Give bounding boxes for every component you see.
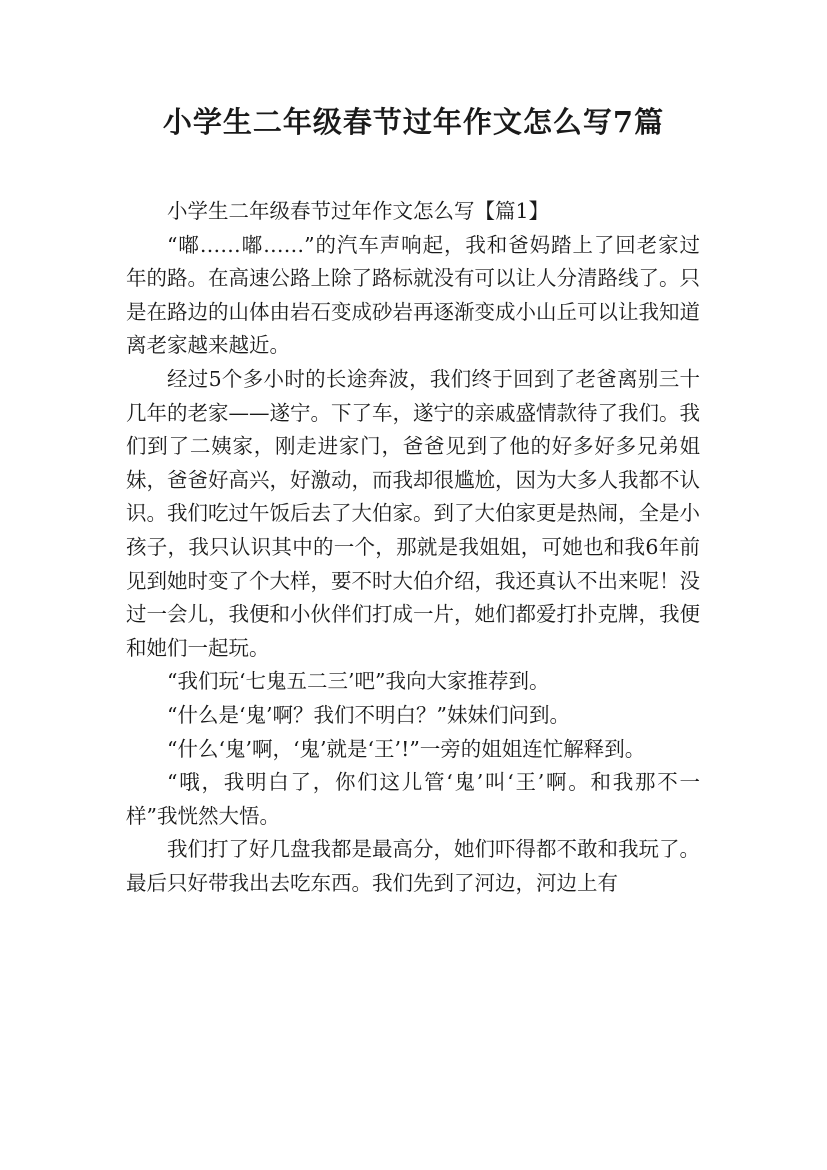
section-heading: 小学生二年级春节过年作文怎么写【篇1】: [167, 199, 550, 223]
paragraph: “我们玩‘七鬼五二三’吧”我向大家推荐到。: [167, 669, 550, 694]
document-body: [126, 195, 700, 900]
paragraph: “嘟……嘟……”的汽车声响起，我和爸妈踏上了回老家过年的路。在高速公路上除了路标就没有可以让人分清路线了。只是在路边的山体由岩石变成砂岩再逐渐变成小山丘可以让我知道离老家越来越近。: [126, 232, 700, 358]
paragraph: “什么是‘鬼’啊？我们不明白？”妹妹们问到。: [167, 702, 570, 727]
paragraph: 我们打了好几盘我都是最高分，她们吓得都不敢和我玩了。最后只好带我出去吃东西。我们先到了河边，河边上有: [126, 837, 700, 895]
paragraph: 经过5个多小时的长途奔波，我们终于回到了老爸离别三十几年的老家——遂宁。下了车，遂宁的亲戚盛情款待了我们。我们到了二姨家，刚走进家门，爸爸见到了他的好多好多兄弟姐妹，爸爸好高兴，好激动，而我却很尴尬，因为大多人我都不认识。我们吃过午饭后去了大伯家。到了大伯家更是热闹，全是小孩子，我只认识其中的一个，那就是我姐姐，可她也和我6年前见到她时变了个大样，要不时大伯介绍，我还真认不出来呢！没过一会儿，我便和小伙伴们打成一片，她们都爱打扑克牌，我便和她们一起玩。: [126, 366, 700, 660]
paragraph: “什么‘鬼’啊，‘鬼’就是‘王’!”一旁的姐姐连忙解释到。: [167, 736, 646, 761]
paragraph: “哦，我明白了，你们这儿管‘鬼’叫‘王’啊。和我那不一样”我恍然大悟。: [126, 770, 700, 828]
document-title: 小学生二年级春节过年作文怎么写7篇: [162, 105, 665, 139]
